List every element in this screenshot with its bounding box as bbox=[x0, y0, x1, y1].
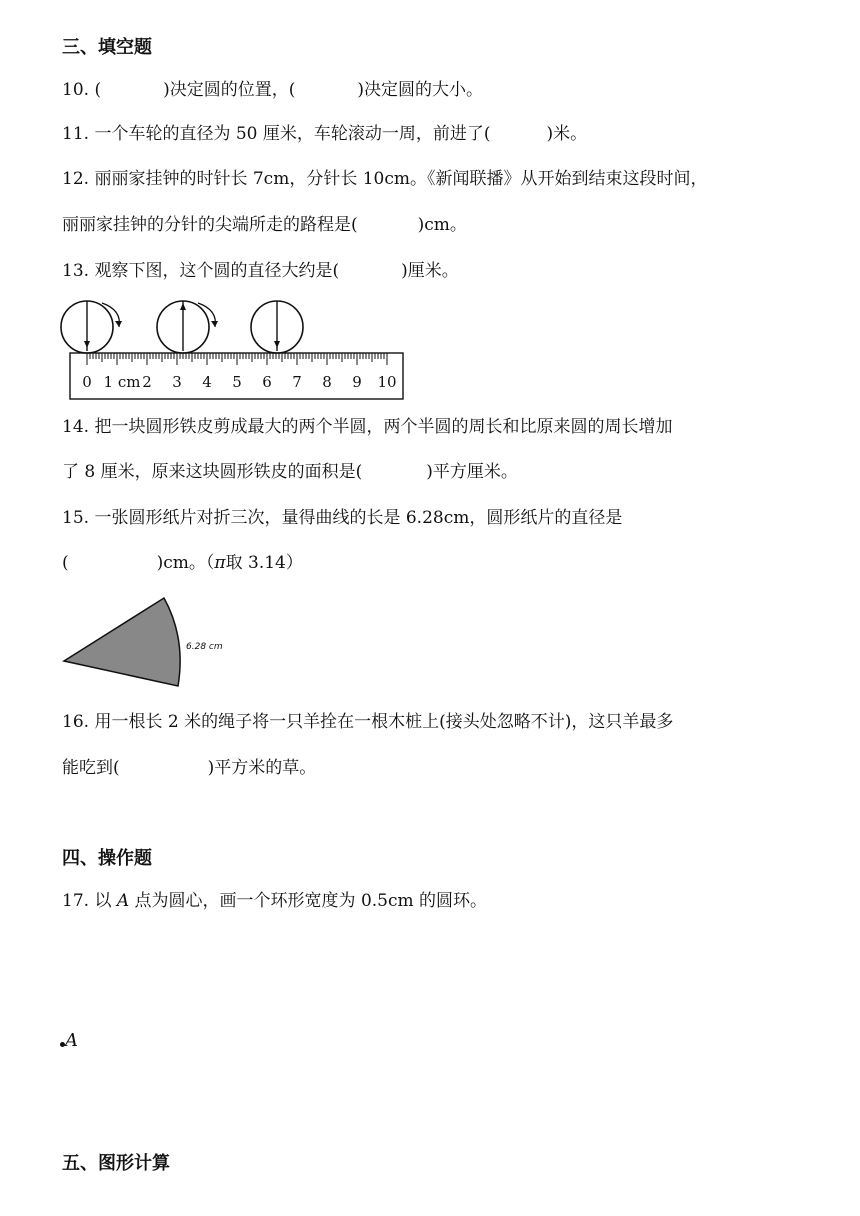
question-12-line-1 bbox=[62, 167, 708, 191]
question-text: 能吃到( bbox=[62, 758, 120, 778]
question-number: 10. bbox=[62, 80, 90, 100]
ruler-tick-label: 4 bbox=[202, 373, 212, 391]
ruler-tick-label: 1 cm bbox=[103, 373, 141, 391]
ruler-tick-label: 9 bbox=[352, 373, 362, 391]
ruler-figure bbox=[58, 296, 408, 402]
question-text: 以 bbox=[94, 891, 117, 911]
question-text: 用一根长 2 米的绳子将一只羊拴在一根木桩上(接头处忽略不计)，这只羊最多 bbox=[94, 712, 674, 732]
pi-symbol: π bbox=[214, 553, 226, 573]
section-3-title: 三、填空题 bbox=[62, 37, 152, 58]
question-number: 14. bbox=[62, 417, 90, 437]
question-10 bbox=[62, 78, 483, 102]
question-text: )平方米的草。 bbox=[207, 758, 317, 778]
question-number: 16. bbox=[62, 712, 90, 732]
question-number: 13. bbox=[62, 261, 90, 281]
question-number: 15. bbox=[62, 508, 90, 528]
section-5-title: 五、图形计算 bbox=[62, 1153, 170, 1174]
question-16-line-2 bbox=[62, 756, 316, 780]
question-text: 取 3.14） bbox=[225, 553, 303, 573]
question-text: 丽丽家挂钟的分针的尖端所走的路程是( bbox=[62, 215, 358, 235]
section-4-title: 四、操作题 bbox=[62, 848, 152, 869]
blank-open: ( bbox=[288, 80, 296, 100]
question-16-line-1 bbox=[62, 710, 673, 734]
question-number: 12. bbox=[62, 169, 90, 189]
question-15-line-2 bbox=[62, 551, 303, 575]
question-17 bbox=[62, 889, 487, 913]
ruler-labels bbox=[82, 373, 396, 391]
rolling-circle-3 bbox=[251, 301, 303, 353]
question-text: )决定圆的位置， bbox=[163, 80, 289, 100]
ruler-tick-label: 3 bbox=[172, 373, 182, 391]
blank-open: ( bbox=[62, 553, 69, 573]
rolling-circle-1 bbox=[61, 301, 122, 353]
question-11 bbox=[62, 122, 587, 146]
ruler-tick-label: 2 bbox=[142, 373, 152, 391]
point-variable: A bbox=[116, 891, 130, 911]
sector-shape bbox=[64, 598, 180, 686]
question-text: 把一块圆形铁皮剪成最大的两个半圆，两个半圆的周长和比原来圆的周长增加 bbox=[94, 417, 673, 437]
question-text: )决定圆的大小。 bbox=[357, 80, 484, 100]
point-label: A bbox=[65, 1030, 78, 1051]
ruler-tick-label: 6 bbox=[262, 373, 272, 391]
question-12-line-2 bbox=[62, 213, 467, 237]
question-text: )厘米。 bbox=[401, 261, 459, 281]
question-14-line-1 bbox=[62, 415, 672, 439]
point-a bbox=[60, 1030, 78, 1051]
question-text: )cm。 bbox=[417, 215, 467, 235]
question-text: )平方厘米。 bbox=[426, 462, 518, 482]
question-number: 17. bbox=[62, 891, 90, 911]
rolling-circle-2 bbox=[157, 301, 218, 353]
question-text: )米。 bbox=[546, 124, 588, 144]
question-text: 点为圆心，画一个环形宽度为 0.5cm 的圆环。 bbox=[129, 891, 488, 911]
ruler-tick-label: 10 bbox=[377, 373, 397, 391]
question-text: 观察下图，这个圆的直径大约是( bbox=[94, 261, 340, 281]
question-text: 了 8 厘米，原来这块圆形铁皮的面积是( bbox=[62, 462, 363, 482]
question-text: 一个车轮的直径为 50 厘米，车轮滚动一周，前进了( bbox=[94, 124, 491, 144]
sector-arc-label: 6.28 cm bbox=[186, 642, 223, 652]
question-text: 丽丽家挂钟的时针长 7cm，分针长 10cm。《新闻联播》从开始到结束这段时间， bbox=[94, 169, 708, 189]
question-13 bbox=[62, 259, 459, 283]
ruler-tick-label: 7 bbox=[292, 373, 302, 391]
ruler-tick-label: 8 bbox=[322, 373, 332, 391]
ruler-tick-label: 0 bbox=[82, 373, 92, 391]
question-text: 一张圆形纸片对折三次，量得曲线的长是 6.28cm，圆形纸片的直径是 bbox=[94, 508, 623, 528]
sector-figure bbox=[58, 594, 238, 690]
ruler-ticks bbox=[87, 353, 387, 365]
question-number: 11. bbox=[62, 124, 90, 144]
question-15-line-1 bbox=[62, 506, 622, 530]
ruler-tick-label: 5 bbox=[232, 373, 242, 391]
question-14-line-2 bbox=[62, 460, 518, 484]
question-text: )cm。（ bbox=[156, 553, 215, 573]
blank-open: ( bbox=[94, 80, 102, 100]
